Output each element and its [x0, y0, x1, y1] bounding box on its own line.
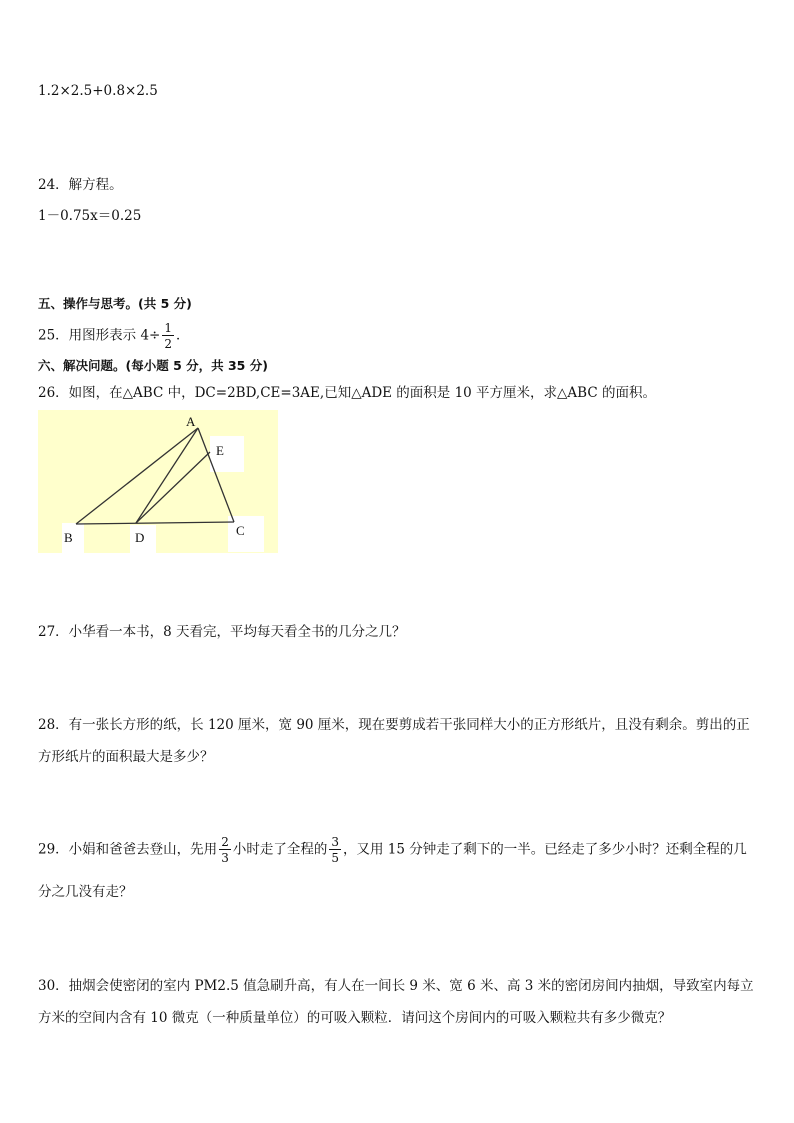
question-27-text: 27．小华看一本书，8 天看完，平均每天看全书的几分之几？ — [38, 624, 406, 640]
question-29-part1: 29．小娟和爸爸去登山，先用 — [38, 841, 218, 858]
question-28-line1: 28．有一张长方形的纸，长 120 厘米，宽 90 厘米，现在要剪成若干张同样大小的正方形纸片，且没有剩余。剪出的正 — [38, 717, 750, 733]
calc-expression: 1.2×2.5+0.8×2.5 — [38, 83, 158, 99]
question-29-fraction-2 — [329, 836, 341, 864]
label-d: D — [135, 530, 145, 545]
question-30-line1: 30．抽烟会使密闭的室内 PM2.5 值急刷升高，有人在一间长 9 米、宽 6 米、高 3 米的密闭房间内抽烟，导致室内每立 — [38, 978, 754, 994]
fraction-denominator: 2 — [164, 337, 173, 351]
label-c: C — [236, 523, 245, 538]
question-29-line2: 分之几没有走？ — [38, 884, 133, 900]
fraction-denominator: 5 — [331, 851, 339, 865]
section-5-heading: 五、操作与思考。(共 5 分) — [38, 296, 192, 311]
label-b: B — [64, 530, 73, 545]
question-24-title: 24．解方程。 — [38, 177, 123, 193]
question-24-equation: 1－0.75x＝0.25 — [38, 208, 142, 224]
label-a: A — [186, 414, 196, 429]
section-6-heading: 六、解决问题。(每小题 5 分，共 35 分) — [38, 358, 268, 373]
fraction-numerator: 2 — [221, 835, 229, 849]
question-29-part3: ，又用 15 分钟走了剩下的一半。已经走了多少小时？还剩全程的几 — [342, 841, 747, 858]
question-25-fraction — [162, 322, 174, 350]
fraction-numerator: 3 — [331, 835, 339, 849]
question-30-line2: 方米的空间内含有 10 微克（一种质量单位）的可吸入颗粒．请问这个房间内的可吸入颗粒共有多少微克？ — [38, 1010, 672, 1026]
question-29-part2: 小时走了全程的 — [232, 841, 328, 858]
triangle-figure — [38, 410, 278, 553]
question-25-suffix: ． — [176, 327, 190, 344]
fraction-numerator: 1 — [164, 321, 173, 335]
question-26-text: 26．如图，在△ABC 中，DC=2BD,CE=3AE,已知△ADE 的面积是 10 平方厘米，求△ABC 的面积。 — [38, 385, 656, 401]
question-25 — [38, 322, 190, 350]
question-25-prefix: 25．用图形表示 4÷ — [38, 327, 161, 344]
question-29-line1 — [38, 836, 747, 864]
label-e: E — [216, 443, 224, 458]
question-29-fraction-1 — [219, 836, 231, 864]
question-28-line2: 方形纸片的面积最大是多少？ — [38, 749, 214, 765]
fraction-denominator: 3 — [221, 851, 229, 865]
